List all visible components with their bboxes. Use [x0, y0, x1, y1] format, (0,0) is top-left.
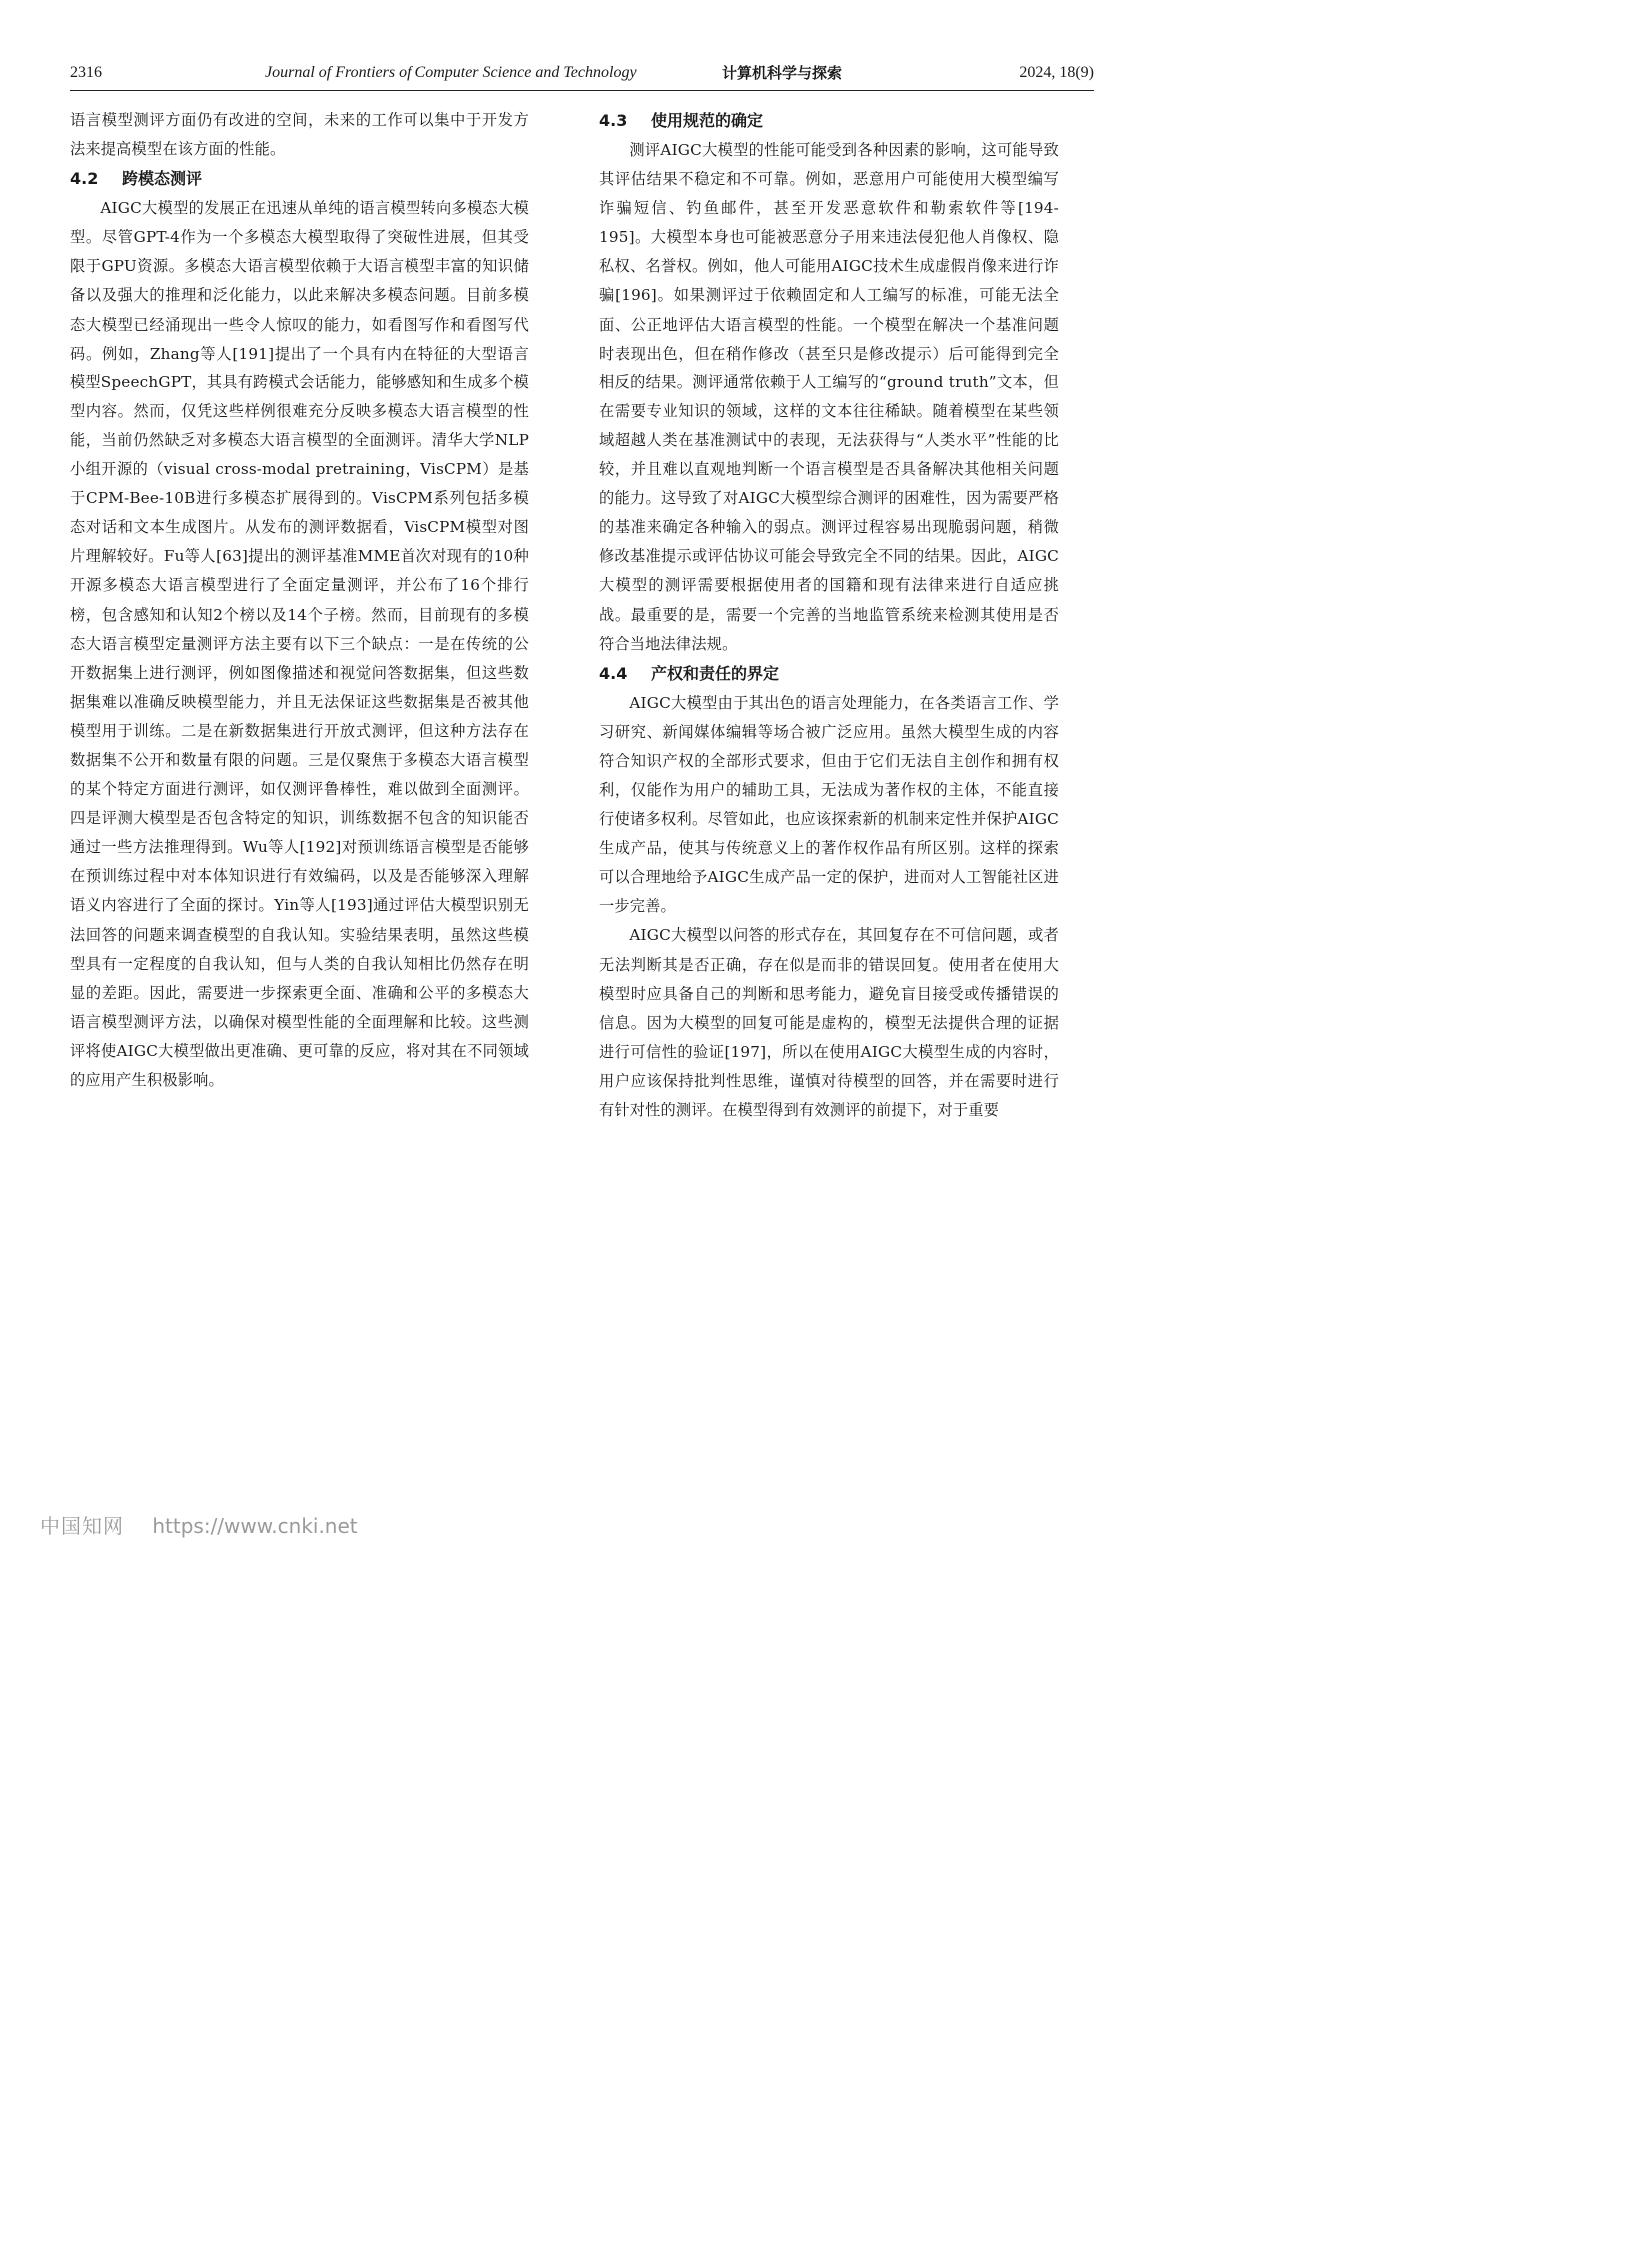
year-issue: 2024, 18(9) — [1019, 64, 1094, 81]
section-number: 4.2 — [70, 169, 99, 189]
watermark-footer — [40, 1510, 358, 1539]
right-column — [599, 106, 1059, 1124]
paragraph-continued: 语言模型测评方面仍有改进的空间，未来的工作可以集中于开发方法来提高模型在该方面的性能。 — [70, 111, 529, 159]
section-heading-4-4 — [599, 660, 1059, 687]
running-header — [70, 62, 1094, 91]
paragraph: 测评AIGC大模型的性能可能受到各种因素的影响，这可能导致其评估结果不稳定和不可靠。例如，恶意用户可能使用大模型编写诈骗短信、钓鱼邮件，甚至开发恶意软件和勒索软件等[194-195]。大模型本身也可能被恶意分子用来违法侵犯他人肖像权、隐私权、名誉权。例如，他人可能用AIGC技术生成虚假肖像来进行诈骗[196]。如果测评过于依赖固定和人工编写的标准，可能无法全面、公正地评估大语言模型的性能。一个模型在解决一个基准问题时表现出色，但在稍作修改（甚至只是修改提示）后可能得到完全相反的结果。测评通常依赖于人工编写的“ground truth”文本，但在需要专业知识的领域，这样的文本往往稀缺。随着模型在某些领域超越人类在基准测试中的表现，无法获得与“人类水平”性能的比较，并且难以直观地判断一个语言模型是否具备解决其他相关问题的能力。这导致了对AIGC大模型综合测评的困难性，因为需要严格的基准来确定各种输入的弱点。测评过程容易出现脆弱问题，稍微修改基准提示或评估协议可能会导致完全不同的结果。因此，AIGC大模型的测评需要根据使用者的国籍和现有法律来进行自适应挑战。最重要的是，需要一个完善的当地监管系统来检测其使用是否符合当地法律法规。 — [599, 141, 1059, 653]
cnki-logo: 中国知网 — [40, 1514, 124, 1538]
section-title: 跨模态测评 — [122, 169, 203, 189]
paragraph: AIGC大模型由于其出色的语言处理能力，在各类语言工作、学习研究、新闻媒体编辑等场合被广泛应用。虽然大模型生成的内容符合知识产权的全部形式要求，但由于它们无法自主创作和拥有权利，仅能作为用户的辅助工具，无法成为著作权的主体，不能直接行使诸多权利。尽管如此，也应该探索新的机制来定性并保护AIGC生成产品，使其与传统意义上的著作权作品有所区别。这样的探索可以合理地给予AIGC生成产品一定的保护，进而对人工智能社区进一步完善。 — [599, 693, 1059, 916]
journal-title-cn: 计算机科学与探索 — [722, 64, 843, 82]
section-title: 产权和责任的界定 — [651, 663, 780, 683]
section-heading-4-3 — [599, 107, 1059, 134]
section-title: 使用规范的确定 — [651, 111, 764, 130]
paragraph: AIGC大模型以问答的形式存在，其回复存在不可信问题，或者无法判断其是否正确，存在似是而非的错误回复。使用者在使用大模型时应具备自己的判断和思考能力，避免盲目接受或传播错误的信息。因为大模型的回复可能是虚构的，模型无法提供合理的证据进行可信性的验证[197]，所以在使用AIGC大模型生成的内容时，用户应该保持批判性思维，谨慎对待模型的回答，并在需要时进行有针对性的测评。在模型得到有效测评的前提下，对于重要 — [599, 926, 1059, 1119]
journal-title: Journal of Frontiers of Computer Science and Technology — [265, 64, 637, 81]
cnki-url: https://www.cnki.net — [152, 1514, 358, 1538]
section-number: 4.3 — [599, 111, 628, 130]
page-number: 2316 — [70, 64, 102, 81]
section-number: 4.4 — [599, 663, 628, 683]
paragraph: AIGC大模型的发展正在迅速从单纯的语言模型转向多模态大模型。尽管GPT-4作为一个多模态大模型取得了突破性进展，但其受限于GPU资源。多模态大语言模型依赖于大语言模型丰富的知识储备以及强大的推理和泛化能力，以此来解决多模态问题。目前多模态大模型已经涌现出一些令人惊叹的能力，如看图写作和看图写代码。例如，Zhang等人[191]提出了一个具有内在特征的大型语言模型SpeechGPT，其具有跨模式会话能力，能够感知和生成多个模型内容。然而，仅凭这些样例很难充分反映多模态大语言模型的性能，当前仍然缺乏对多模态大语言模型的全面测评。清华大学NLP小组开源的（visual cross-modal pretraining，VisCPM）是基于CPM-Bee-10B进行多模态扩展得到的。VisCPM系列包括多模态对话和文本生成图片。从发布的测评数据看，VisCPM模型对图片理解较好。Fu等人[63]提出的测评基准MME首次对现有的10种开源多模态大语言模型进行了全面定量测评，并公布了16个排行榜，包含感知和认知2个榜以及14个子榜。然而，目前现有的多模态大语言模型定量测评方法主要有以下三个缺点：一是在传统的公开数据集上进行测评，例如图像描述和视觉问答数据集，但这些数据集难以准确反映模型能力，并且无法保证这些数据集是否被其他模型用于训练。二是在新数据集进行开放式测评，但这种方法存在数据集不公开和数量有限的问题。三是仅聚焦于多模态大语言模型的某个特定方面进行测评，如仅测评鲁棒性，难以做到全面测评。四是评测大模型是否包含特定的知识，训练数据不包含的知识能否通过一些方法推理得到。Wu等人[192]对预训练语言模型是否能够在预训练过程中对本体知识进行有效编码，以及是否能够深入理解语义内容进行了全面的探讨。Yin等人[193]通过评估大模型识别无法回答的问题来调查模型的自我认知。实验结果表明，虽然这些模型具有一定程度的自我认知，但与人类的自我认知相比仍然存在明显的差距。因此，需要进一步探索更全面、准确和公平的多模态大语言模型测评方法，以确保对模型性能的全面理解和比较。这些测评将使AIGC大模型做出更准确、更可靠的反应，将对其在不同领域的应用产生积极影响。 — [70, 199, 529, 1089]
left-column — [70, 106, 529, 1095]
section-heading-4-2 — [70, 165, 529, 192]
